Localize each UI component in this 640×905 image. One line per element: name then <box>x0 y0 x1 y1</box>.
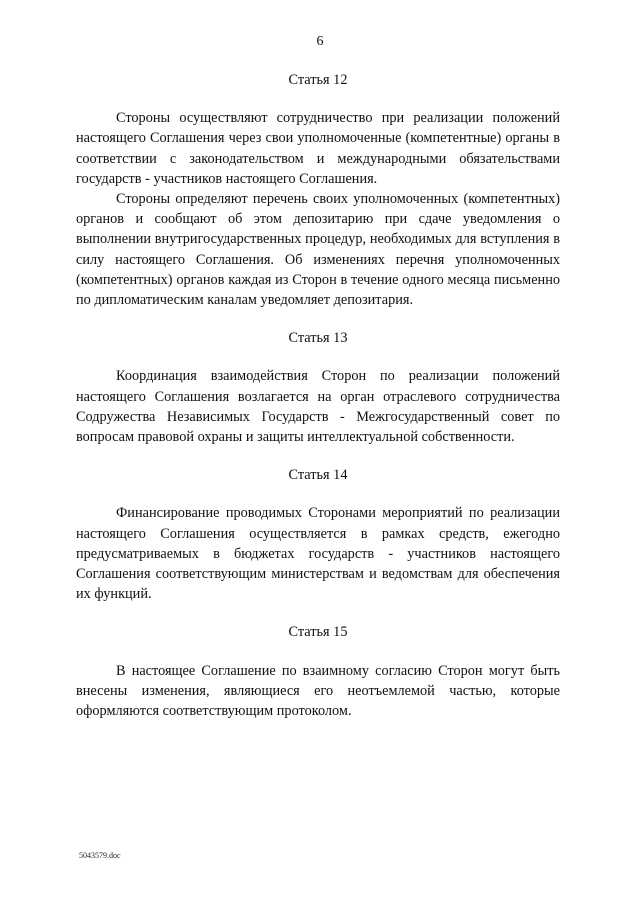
article-14 <box>76 465 560 604</box>
article-15-title: Статья 15 <box>288 624 348 641</box>
article-14-title: Статья 14 <box>288 467 348 484</box>
article-13-paragraph-1: Координация взаимодействия Сторон по реализации положений настоящего Соглашения возлагается на орган отраслевого сотрудничества Содружества Независимых Государств - Межгосударственный совет по вопросам правовой охраны и защиты интеллектуальной собственности. <box>76 368 560 446</box>
article-12-paragraph-2: Стороны определяют перечень своих уполномоченных (компетентных) органов и сообщают об этом депозитарию при сдаче уведомления о выполнении внутригосударственных процедур, необходимых для вступления в силу настоящего Соглашения. Об изменениях перечня уполномоченных (компетентных) органов каждая из Сторон в течение одного месяца письменно по дипломатическим каналам уведомляет депозитария. <box>76 191 560 309</box>
article-12-title: Статья 12 <box>288 72 348 88</box>
article-15-paragraph-1: В настоящее Соглашение по взаимному согласию Сторон могут быть внесены изменения, являющиеся его неотъемлемой частью, которые оформляются соответствующим протоколом. <box>76 662 560 720</box>
file-name-footer: 5043579.doc <box>79 851 121 860</box>
document-body <box>76 70 560 721</box>
article-12 <box>76 70 560 310</box>
article-12-paragraph-1: Стороны осуществляют сотрудничество при реализации положений настоящего Соглашения через свои уполномоченные (компетентные) органы в соответствии с законодательством и международными обязательствами государств - участников настоящего Соглашения. <box>76 110 560 187</box>
article-13-title: Статья 13 <box>288 330 348 347</box>
article-13 <box>76 328 560 447</box>
page-number: 6 <box>316 34 324 49</box>
article-15 <box>76 622 560 721</box>
article-14-paragraph-1: Финансирование проводимых Сторонами мероприятий по реализации настоящего Соглашения осуществляется в рамках средств, ежегодно предусматриваемых в бюджетах государств - участников настоящего Соглашения соответствующим министерствам и ведомствам для обеспечения их функций. <box>76 505 560 603</box>
